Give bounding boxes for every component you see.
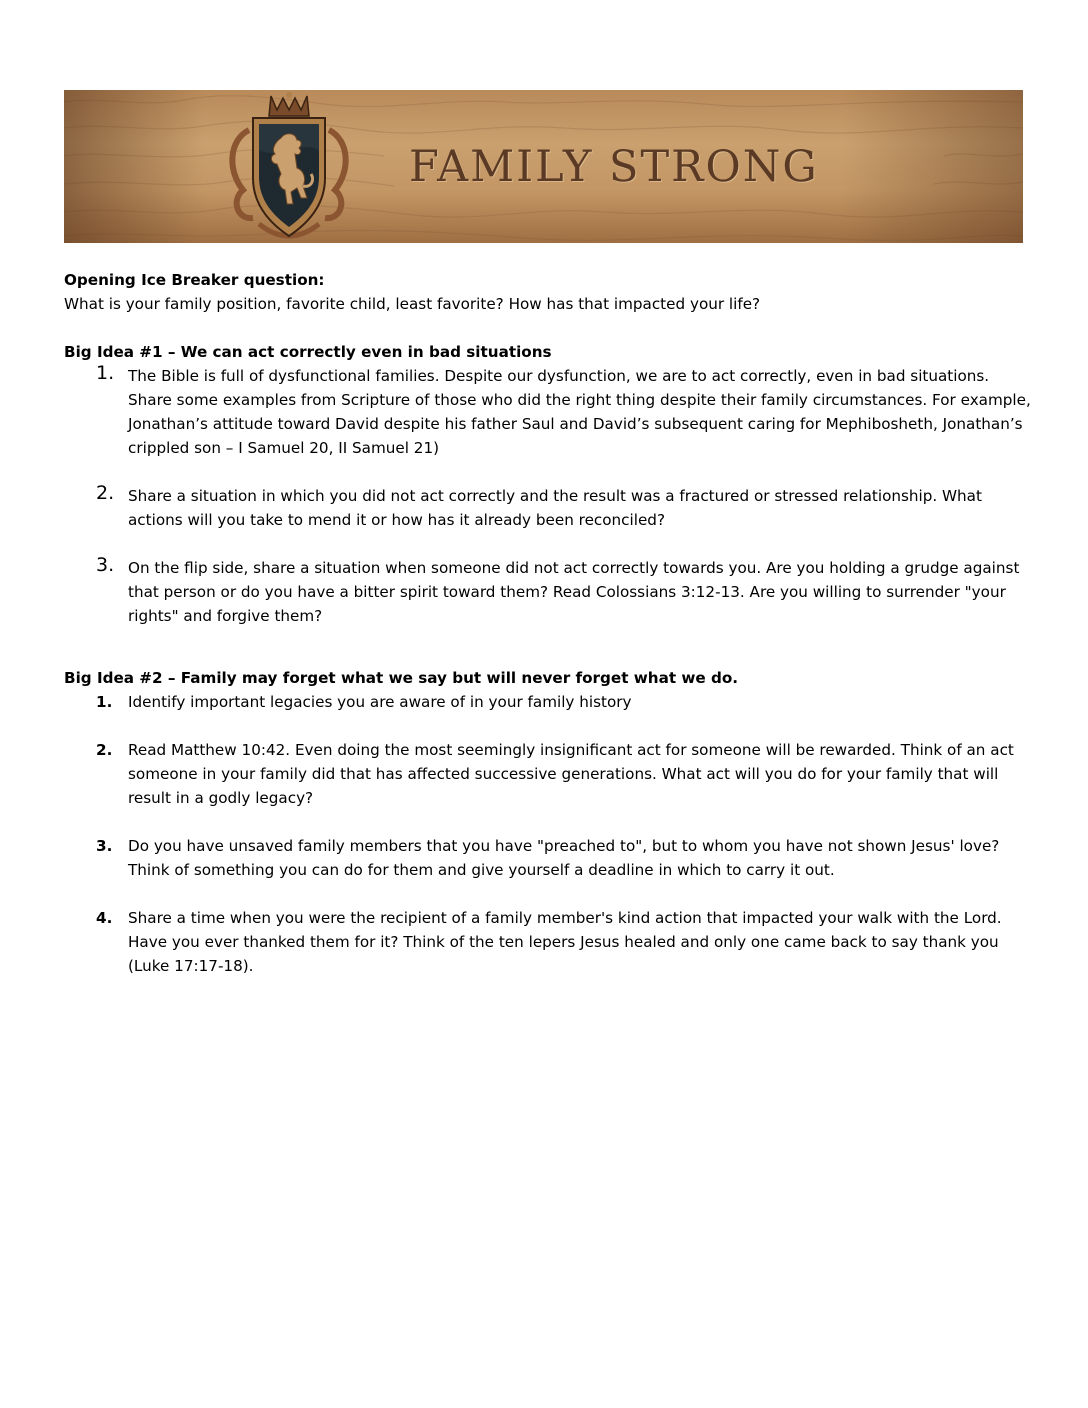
item-number: 1. — [96, 362, 115, 384]
item-text: Identify important legacies you are aware of in your family history — [128, 693, 632, 711]
list-item — [64, 738, 1034, 810]
header-banner — [64, 90, 1023, 243]
item-text: Read Matthew 10:42. Even doing the most seemingly insignificant act for someone will be rewarded. Think of an act someone in your family did that has affected successive generations. What act will you do for your family that will result in a godly legacy? — [128, 741, 1014, 807]
list-item — [64, 484, 1034, 532]
lion-crest-icon — [219, 90, 359, 243]
study-guide-content — [64, 268, 1034, 978]
item-text: Share a time when you were the recipient of a family member's kind action that impacted your walk with the Lord. Have you ever thanked them for it? Think of the ten lepers Jesus healed and only one came back to say thank you (Luke 17:17-18). — [128, 909, 1002, 975]
big-idea-1-heading: Big Idea #1 – We can act correctly even in bad situations — [64, 343, 552, 361]
item-text: Do you have unsaved family members that you have "preached to", but to whom you have not shown Jesus' love? Think of something you can do for them and give yourself a deadline in which to carry it out. — [128, 837, 1000, 879]
item-text: On the flip side, share a situation when someone did not act correctly towards you. Are you holding a grudge against that person or do you have a bitter spirit toward them? Read Colossians 3:12-13. Are you willing to surrender "your rights" and forgive them? — [128, 559, 1020, 625]
item-text: The Bible is full of dysfunctional families. Despite our dysfunction, we are to act correctly, even in bad situations. Share some examples from Scripture of those who did the right thing despite their family circumstances. For example, Jonathan’s attitude toward David despite his father Saul and David’s subsequent caring for Mephibosheth, Jonathan’s crippled son – I Samuel 20, II Samuel 21) — [128, 367, 1031, 457]
icebreaker-heading: Opening Ice Breaker question: — [64, 271, 325, 289]
big-idea-1-list — [64, 364, 1034, 628]
banner-title: FAMILY STRONG — [409, 142, 819, 192]
banner-left-shade — [64, 90, 204, 243]
item-number: 2. — [96, 482, 115, 504]
item-text: Share a situation in which you did not act correctly and the result was a fractured or stressed relationship. What actions will you take to mend it or how has it already been reconciled? — [128, 487, 982, 529]
item-number: 3. — [96, 837, 113, 855]
item-number: 4. — [96, 909, 113, 927]
big-idea-2-heading: Big Idea #2 – Family may forget what we say but will never forget what we do. — [64, 669, 739, 687]
list-item — [64, 906, 1034, 978]
spacer — [64, 316, 1034, 340]
item-number: 1. — [96, 693, 113, 711]
item-number: 2. — [96, 741, 113, 759]
item-number: 3. — [96, 554, 115, 576]
list-item — [64, 690, 1034, 714]
list-item — [64, 834, 1034, 882]
spacer — [64, 628, 1034, 666]
icebreaker-question: What is your family position, favorite child, least favorite? How has that impacted your life? — [64, 295, 761, 313]
banner-right-shade — [843, 90, 1023, 243]
big-idea-2-list — [64, 690, 1034, 978]
list-item — [64, 364, 1034, 460]
list-item — [64, 556, 1034, 628]
